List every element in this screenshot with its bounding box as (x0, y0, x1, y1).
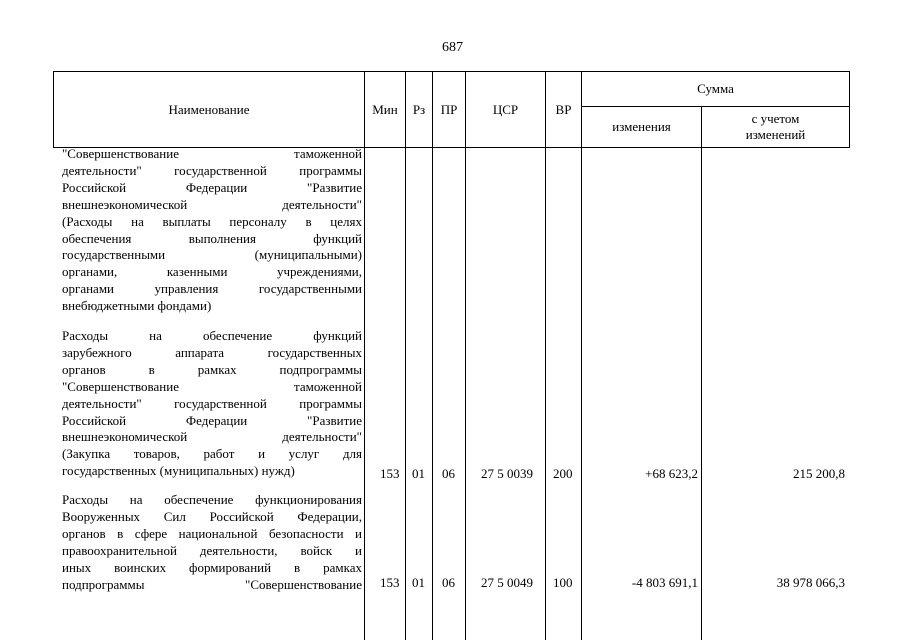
column-divider (465, 147, 466, 640)
cell-pr: 06 (442, 575, 455, 590)
column-divider (364, 147, 365, 640)
column-divider (405, 147, 406, 640)
text-line: Вооруженных Сил Российской Федерации, (62, 508, 362, 524)
text-line: зарубежного аппарата государственных (62, 344, 362, 360)
header-min: Мин (364, 71, 406, 148)
cell-pr: 06 (442, 466, 455, 481)
cell-with-change: 38 978 066,3 (776, 575, 845, 590)
header-with-change (701, 106, 850, 148)
cell-min: 153 (380, 466, 400, 481)
cell-change: +68 623,2 (645, 466, 698, 481)
header-pr: ПР (432, 71, 466, 148)
text-line: Российской Федерации "Развитие (62, 412, 362, 428)
text-line: "Совершенствование таможенной (62, 378, 362, 394)
header-sum: Сумма (581, 71, 850, 107)
table-row-name (62, 492, 362, 593)
column-divider (545, 147, 546, 640)
text-line: Российской Федерации "Развитие (62, 179, 362, 195)
page-number: 687 (442, 40, 463, 55)
cell-with-change: 215 200,8 (793, 466, 845, 481)
text-line: (Расходы на выплаты персоналу в целях (62, 213, 362, 229)
header-vr: ВР (545, 71, 582, 148)
header-change: изменения (581, 106, 702, 148)
text-line: государственными (муниципальными) (62, 247, 362, 263)
text-line: деятельности" государственной программы (62, 395, 362, 411)
header-csr: ЦСР (465, 71, 546, 148)
header-name: Наименование (53, 71, 365, 148)
text-line: внебюджетными фондами) (62, 298, 212, 314)
text-line: "Совершенствование таможенной (62, 146, 362, 161)
column-divider (701, 147, 702, 640)
cell-vr: 100 (553, 575, 573, 590)
text-line: органами управления государственными (62, 281, 362, 297)
column-divider (581, 147, 582, 640)
header-with-change-line2: изменений (745, 127, 806, 142)
cell-rz: 01 (412, 466, 425, 481)
text-line: подпрограммы "Совершенствование (62, 576, 362, 592)
column-divider (432, 147, 433, 640)
cell-change: -4 803 691,1 (631, 575, 698, 590)
cell-csr: 27 5 0039 (481, 466, 533, 481)
cell-rz: 01 (412, 575, 425, 590)
text-line: органами, казенными учреждениями, (62, 264, 362, 280)
text-line: обеспечения выполнения функций (62, 230, 362, 246)
text-line: внешнеэкономической деятельности" (62, 429, 362, 445)
text-line: (Закупка товаров, работ и услуг для (62, 446, 362, 462)
cell-csr: 27 5 0049 (481, 575, 533, 590)
text-line: деятельности" государственной программы (62, 162, 362, 178)
text-line: иных воинских формирований в рамках (62, 559, 362, 575)
text-line: правоохранительной деятельности, войск и (62, 542, 362, 558)
text-line: государственных (муниципальных) нужд) (62, 463, 295, 479)
text-line: Расходы на обеспечение функционирования (62, 492, 362, 507)
text-line: внешнеэкономической деятельности" (62, 196, 362, 212)
text-line: органов в рамках подпрограммы (62, 361, 362, 377)
text-line: Расходы на обеспечение функций (62, 328, 362, 343)
table-row-name (62, 328, 362, 480)
header-rz: Рз (405, 71, 433, 148)
table-row-name (62, 146, 362, 315)
header-with-change-line1: с учетом (751, 111, 800, 126)
text-line: органов в сфере национальной безопасности и (62, 525, 362, 541)
cell-min: 153 (380, 575, 400, 590)
cell-vr: 200 (553, 466, 573, 481)
